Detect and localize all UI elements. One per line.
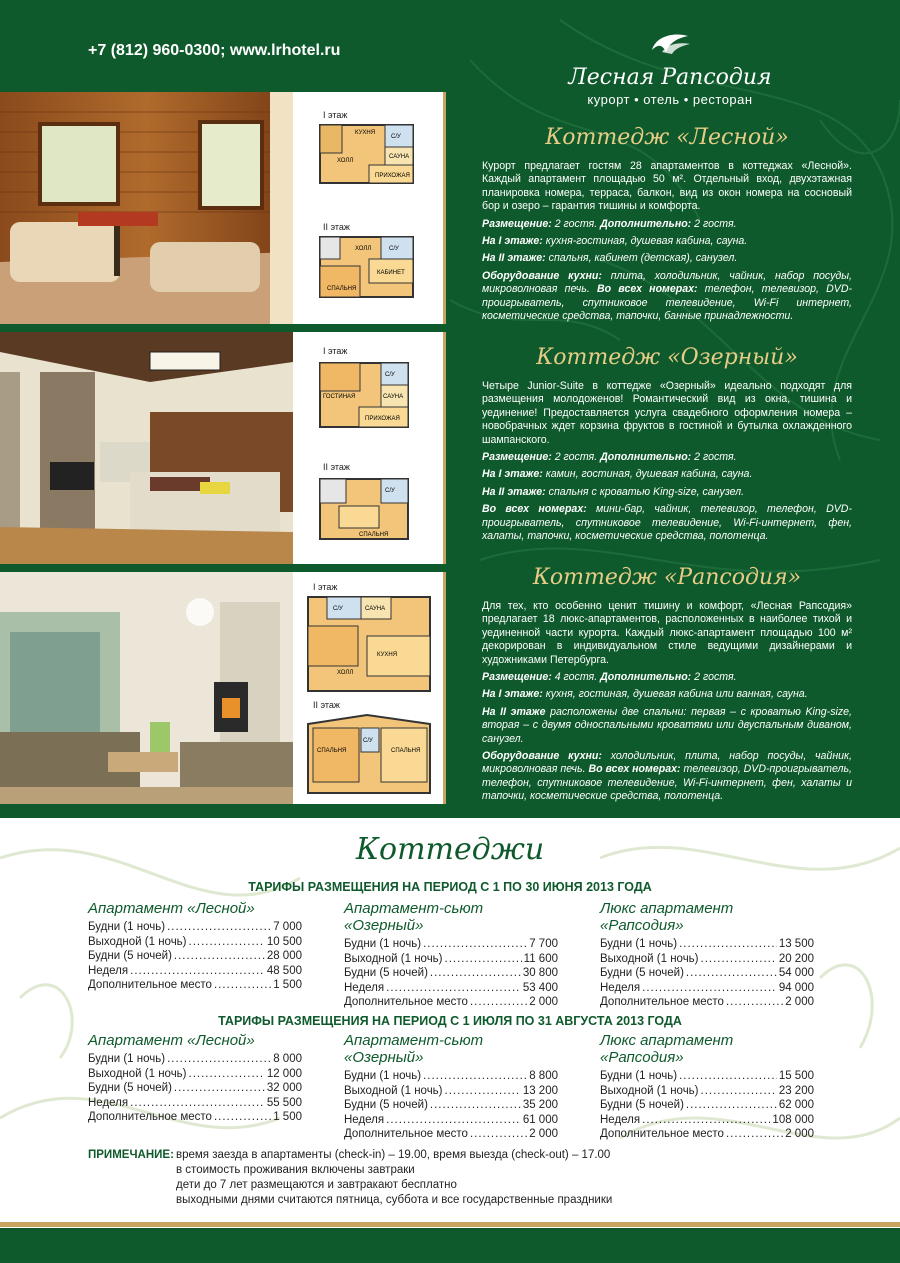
cottage-line: Во всех номерах: мини-бар, чайник, телевизор, телефон, DVD-проигрыватель, спутниковое телевидение, Wi-Fi-интернет, фен, халаты, тапочки, косметические средства, полотенца. bbox=[482, 503, 852, 543]
cottage-ozerny bbox=[482, 342, 852, 547]
cottage-intro: Для тех, кто особенно ценит тишину и комфорт, «Лесная Рапсодия» предлагает 18 люкс-апартаментов, расположенных в наиболее тихой и уединенной части курорта. Каждый люкс-апартамент площадью 100 м² декорирован в индивидуальном стиле ведущими дизайнерами и художниками Петербурга. bbox=[482, 600, 852, 666]
rate-row: Выходной (1 ночь) ..... 10 500 bbox=[88, 935, 302, 950]
floorplan-1 bbox=[319, 124, 414, 184]
rate-row: Неделя ..... 55 500 bbox=[88, 1096, 302, 1111]
contact-line[interactable]: +7 (812) 960-0300; www.lrhotel.ru bbox=[88, 42, 341, 59]
room-label: ХОЛЛ bbox=[355, 246, 372, 252]
room-label: СПАЛЬНЯ bbox=[317, 748, 347, 754]
cottage-line: На I этаже: кухня-гостиная, душевая кабина, сауна. bbox=[482, 235, 748, 248]
photo-ozerny bbox=[0, 332, 293, 564]
period-title: ТАРИФЫ РАЗМЕЩЕНИЯ НА ПЕРИОД С 1 ИЮЛЯ ПО 31 АВГУСТА 2013 ГОДА bbox=[218, 1014, 682, 1028]
rate-column-title: Апартамент «Лесной» bbox=[88, 900, 255, 917]
footer-gold-line bbox=[0, 1222, 900, 1227]
rate-row: Неделя ..... 61 000 bbox=[344, 1113, 558, 1128]
room-label: С/У bbox=[389, 246, 399, 252]
room-label: СПАЛЬНЯ bbox=[391, 748, 421, 754]
rate-column-title: Апартамент-сьют «Озерный» bbox=[344, 1032, 484, 1066]
rates-section bbox=[0, 818, 900, 1228]
logo-tagline: курорт • отель • ресторан bbox=[587, 92, 753, 107]
cottage-line: Размещение: 2 гостя. Дополнительно: 2 гостя. bbox=[482, 451, 737, 464]
rate-row: Будни (1 ночь) ..... 8 800 bbox=[344, 1069, 558, 1084]
rate-row: Будни (5 ночей) ..... 62 000 bbox=[600, 1098, 814, 1113]
floorplan-rapsodia bbox=[293, 572, 446, 804]
rate-row: Дополнительное место ..... 2 000 bbox=[344, 1127, 558, 1142]
note-line: время заезда в апартаменты (check-in) – 19.00, время выезда (check-out) – 17.00 bbox=[176, 1149, 611, 1161]
rate-column bbox=[344, 1032, 558, 1142]
rate-row: Будни (5 ночей) ..... 30 800 bbox=[344, 966, 558, 981]
room-label: КАБИНЕТ bbox=[377, 270, 405, 276]
period-title: ТАРИФЫ РАЗМЕЩЕНИЯ НА ПЕРИОД С 1 ПО 30 ИЮНЯ 2013 ГОДА bbox=[248, 880, 652, 894]
cottage-line: На I этаже: камин, гостиная, душевая кабина, сауна. bbox=[482, 468, 753, 481]
leaf-logo-icon bbox=[648, 30, 692, 56]
photo-rapsodia bbox=[0, 572, 293, 804]
floorplan-lesnoy bbox=[293, 92, 446, 324]
rate-row: Будни (5 ночей) ..... 32 000 bbox=[88, 1081, 302, 1096]
floor-label-2: II этаж bbox=[323, 462, 350, 472]
note-label: ПРИМЕЧАНИЕ: bbox=[88, 1149, 174, 1161]
note-line: выходными днями считаются пятница, суббота и все государственные праздники bbox=[176, 1194, 613, 1206]
rate-row: Дополнительное место ..... 2 000 bbox=[600, 1127, 814, 1142]
cottage-line: Оборудование кухни: холодильник, плита, набор посуды, чайник, микроволновая печь. Во всех номерах: телевизор, DVD-проигрыватель, телефон, спутниковое телевидение, Wi-Fi-интернет, фен, халаты и тапочки, косметические средства, полотенца. bbox=[482, 750, 852, 803]
room-label: С/У bbox=[363, 738, 373, 744]
section-title: Коттеджи bbox=[355, 832, 545, 867]
rate-row: Неделя ..... 94 000 bbox=[600, 981, 814, 996]
rate-row: Выходной (1 ночь) ..... 20 200 bbox=[600, 952, 814, 967]
floor-label-1: I этаж bbox=[323, 346, 348, 356]
rate-row: Будни (5 ночей) ..... 54 000 bbox=[600, 966, 814, 981]
rate-row: Выходной (1 ночь) ..... 12 000 bbox=[88, 1067, 302, 1082]
rate-column bbox=[88, 1032, 302, 1125]
rate-row: Будни (1 ночь) ..... 8 000 bbox=[88, 1052, 302, 1067]
rate-row: Дополнительное место ..... 2 000 bbox=[600, 995, 814, 1010]
floor-label-2: II этаж bbox=[313, 700, 340, 710]
floor-label-1: I этаж bbox=[313, 582, 338, 592]
floorplan-ozerny bbox=[293, 332, 446, 564]
room-label: ХОЛЛ bbox=[337, 158, 354, 164]
cottage-line: Оборудование кухни: плита, холодильник, чайник, набор посуды, микроволновая печь. Во всех номерах: телефон, телевизор, DVD-проигрыватель, спутниковое телевидение, Wi-Fi интернет, косметические средства, тапочки, банные принадлежности. bbox=[482, 269, 853, 323]
rate-column bbox=[600, 1032, 814, 1142]
rate-column-title: Апартамент «Лесной» bbox=[88, 1032, 255, 1049]
photo-lesnoy bbox=[0, 92, 293, 324]
room-label: ГОСТИНАЯ bbox=[323, 394, 356, 400]
rate-row: Неделя ..... 53 400 bbox=[344, 981, 558, 996]
logo-name: Лесная Рапсодия bbox=[568, 65, 772, 90]
cottage-line: Размещение: 2 гостя. Дополнительно: 2 гостя. bbox=[482, 217, 737, 230]
cottage-title: Коттедж «Рапсодия» bbox=[532, 565, 802, 590]
cottage-intro: Курорт предлагает гостям 28 апартаментов в коттеджах «Лесной». Каждый апартамент площадью 50 м². Отдельный вход, двухэтажная планировка номера, терраса, балкон, вид из окон номера на сосновый бор и озеро – гарантия тишины и комфорта. bbox=[482, 160, 852, 213]
room-label: С/У bbox=[385, 488, 395, 494]
note-line: в стоимость проживания включены завтраки bbox=[176, 1164, 415, 1176]
rate-row: Будни (1 ночь) ..... 15 500 bbox=[600, 1069, 814, 1084]
rate-row: Будни (1 ночь) ..... 7 000 bbox=[88, 920, 302, 935]
rate-column-title: Люкс апартамент «Рапсодия» bbox=[600, 1032, 734, 1066]
room-label: ХОЛЛ bbox=[337, 670, 354, 676]
rate-row: Будни (1 ночь) ..... 13 500 bbox=[600, 937, 814, 952]
rate-row: Дополнительное место ..... 2 000 bbox=[344, 995, 558, 1010]
cottage-rapsodia bbox=[482, 562, 852, 808]
rate-row: Выходной (1 ночь) ..... 23 200 bbox=[600, 1084, 814, 1099]
rate-row: Выходной (1 ночь) ..... 13 200 bbox=[344, 1084, 558, 1099]
cottage-title: Коттедж «Озерный» bbox=[536, 345, 798, 370]
floorplan-2 bbox=[319, 478, 409, 540]
cottage-line: Размещение: 4 гостя. Дополнительно: 2 гостя. bbox=[482, 671, 737, 684]
cottage-line: На II этаже расположены две спальни: первая – с кроватью King-size, вторая – с двумя односпальными кроватями или двуспальным диваном, санузел. bbox=[482, 705, 852, 745]
cottage-line: На I этаже: кухня, гостиная, душевая кабина или ванная, сауна. bbox=[482, 688, 808, 701]
room-label: С/У bbox=[391, 134, 401, 140]
rate-row: Будни (5 ночей) ..... 28 000 bbox=[88, 949, 302, 964]
rate-row: Неделя ..... 48 500 bbox=[88, 964, 302, 979]
room-label: ПРИХОЖАЯ bbox=[375, 173, 410, 179]
footer-bar bbox=[0, 1228, 900, 1263]
cottage-title: Коттедж «Лесной» bbox=[545, 125, 789, 150]
room-label: СПАЛЬНЯ bbox=[327, 286, 357, 292]
rate-row: Выходной (1 ночь) ..... 11 600 bbox=[344, 952, 558, 967]
room-label: ПРИХОЖАЯ bbox=[365, 416, 400, 422]
room-label: САУНА bbox=[365, 606, 386, 612]
rate-column bbox=[344, 900, 558, 1010]
rate-row: Будни (5 ночей) ..... 35 200 bbox=[344, 1098, 558, 1113]
cottage-line: На II этаже: спальня, кабинет (детская), санузел. bbox=[482, 252, 738, 265]
rate-column bbox=[88, 900, 302, 993]
cottage-line: На II этаже: спальня с кроватью King-size, санузел. bbox=[482, 485, 745, 498]
room-label: САУНА bbox=[389, 154, 410, 160]
cottage-lesnoy bbox=[482, 122, 852, 327]
floorplan-2 bbox=[319, 236, 414, 298]
floor-label-1: I этаж bbox=[323, 110, 348, 120]
floor-label-2: II этаж bbox=[323, 222, 350, 232]
floorplan-1 bbox=[307, 596, 431, 692]
rate-row: Дополнительное место ..... 1 500 bbox=[88, 978, 302, 993]
rate-row: Будни (1 ночь) ..... 7 700 bbox=[344, 937, 558, 952]
logo bbox=[560, 30, 780, 107]
cottage-intro: Четыре Junior-Suite в коттедже «Озерный» идеально подходят для размещения молодоженов! Романтический вид из окна, тишина и уединение! Предоставляется услуга свадебного оформления номера – новобрачных ждет корзина фруктов в гостиной и бутылка охлажденного шампанского. bbox=[482, 380, 852, 446]
rate-column bbox=[600, 900, 814, 1010]
note-line: дети до 7 лет размещаются и завтракают бесплатно bbox=[176, 1179, 457, 1191]
room-label: С/У bbox=[333, 606, 343, 612]
room-label: САУНА bbox=[383, 394, 404, 400]
room-label: КУХНЯ bbox=[377, 652, 398, 658]
room-label: КУХНЯ bbox=[355, 130, 376, 136]
floorplan-2 bbox=[307, 714, 431, 794]
room-label: С/У bbox=[385, 372, 395, 378]
rate-row: Неделя ..... 108 000 bbox=[600, 1113, 814, 1128]
rate-column-title: Апартамент-сьют «Озерный» bbox=[344, 900, 484, 934]
rate-column-title: Люкс апартамент «Рапсодия» bbox=[600, 900, 734, 934]
rate-row: Дополнительное место ..... 1 500 bbox=[88, 1110, 302, 1125]
floorplan-1 bbox=[319, 362, 409, 428]
room-label: СПАЛЬНЯ bbox=[359, 532, 389, 538]
